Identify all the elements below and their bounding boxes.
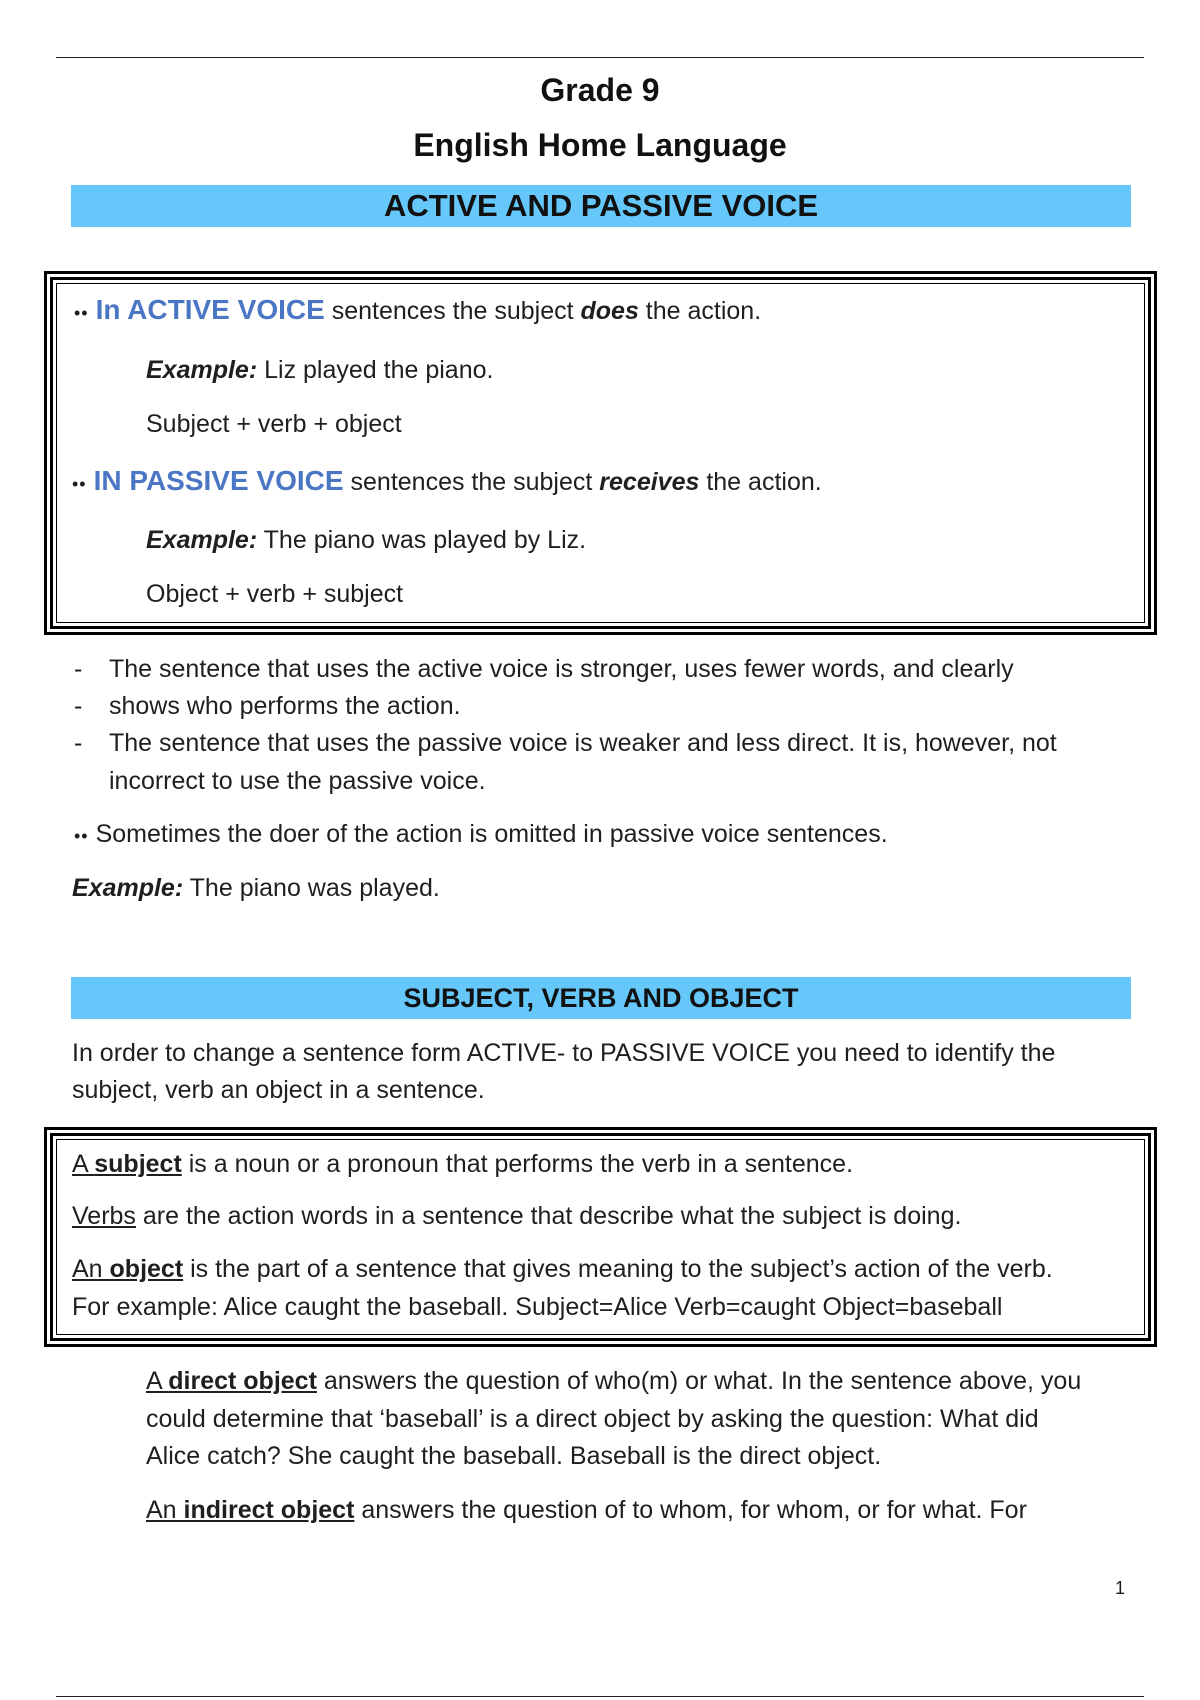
bullet-icon: •• (72, 474, 87, 494)
direct-object-line: Alice catch? She caught the baseball. Baseball is the direct object. (146, 1442, 882, 1470)
direct-object-line: A direct object answers the question of who(m) or what. In the sentence above, you (146, 1367, 1082, 1395)
passive-voice-definition: •• IN PASSIVE VOICE sentences the subject receives the action. (72, 465, 822, 496)
bullet-icon: •• (74, 826, 89, 846)
bottom-rule (56, 1696, 1144, 1697)
passive-voice-term: IN PASSIVE VOICE (93, 465, 344, 496)
page-number: 1 (1115, 1578, 1126, 1598)
active-example: Example: Liz played the piano. (146, 356, 494, 384)
direct-object-line: could determine that ‘baseball’ is a direct object by asking the question: What did (146, 1405, 1039, 1433)
omitted-doer-note: •• Sometimes the doer of the action is omitted in passive voice sentences. (74, 820, 888, 848)
note-line: The sentence that uses the active voice is stronger, uses fewer words, and clearly (109, 655, 1014, 683)
active-passive-banner: ACTIVE AND PASSIVE VOICE (71, 185, 1131, 227)
bullet-icon: •• (74, 303, 89, 323)
dash-bullet: - (74, 655, 83, 683)
active-pattern: Subject + verb + object (146, 410, 402, 438)
intro-line: In order to change a sentence form ACTIVE- to PASSIVE VOICE you need to identify the (72, 1039, 1056, 1067)
object-definition: An object is the part of a sentence that gives meaning to the subject’s action of the verb. (72, 1255, 1053, 1283)
active-voice-definition: •• In ACTIVE VOICE sentences the subject does the action. (74, 294, 762, 325)
omitted-example: Example: The piano was played. (72, 874, 440, 902)
grade-heading: Grade 9 (540, 72, 660, 108)
object-example: For example: Alice caught the baseball. Subject=Alice Verb=caught Object=baseball (72, 1293, 1003, 1321)
subject-definition: A subject is a noun or a pronoun that performs the verb in a sentence. (72, 1150, 854, 1178)
note-line: shows who performs the action. (109, 692, 461, 720)
note-line: The sentence that uses the passive voice is weaker and less direct. It is, however, not (109, 729, 1057, 757)
passive-pattern: Object + verb + subject (146, 580, 404, 608)
dash-bullet: - (74, 692, 83, 720)
intro-line: subject, verb an object in a sentence. (72, 1076, 485, 1104)
verbs-definition: Verbs are the action words in a sentence that describe what the subject is doing. (72, 1202, 962, 1230)
top-rule (56, 57, 1144, 58)
indirect-object-line: An indirect object answers the question of to whom, for whom, or for what. For (146, 1496, 1027, 1524)
passive-example: Example: The piano was played by Liz. (146, 526, 587, 554)
dash-bullet: - (74, 729, 83, 757)
subject-verb-object-banner: SUBJECT, VERB AND OBJECT (71, 977, 1131, 1019)
subject-heading: English Home Language (413, 127, 787, 163)
note-line: incorrect to use the passive voice. (109, 767, 486, 795)
active-voice-term: In ACTIVE VOICE (95, 294, 325, 325)
